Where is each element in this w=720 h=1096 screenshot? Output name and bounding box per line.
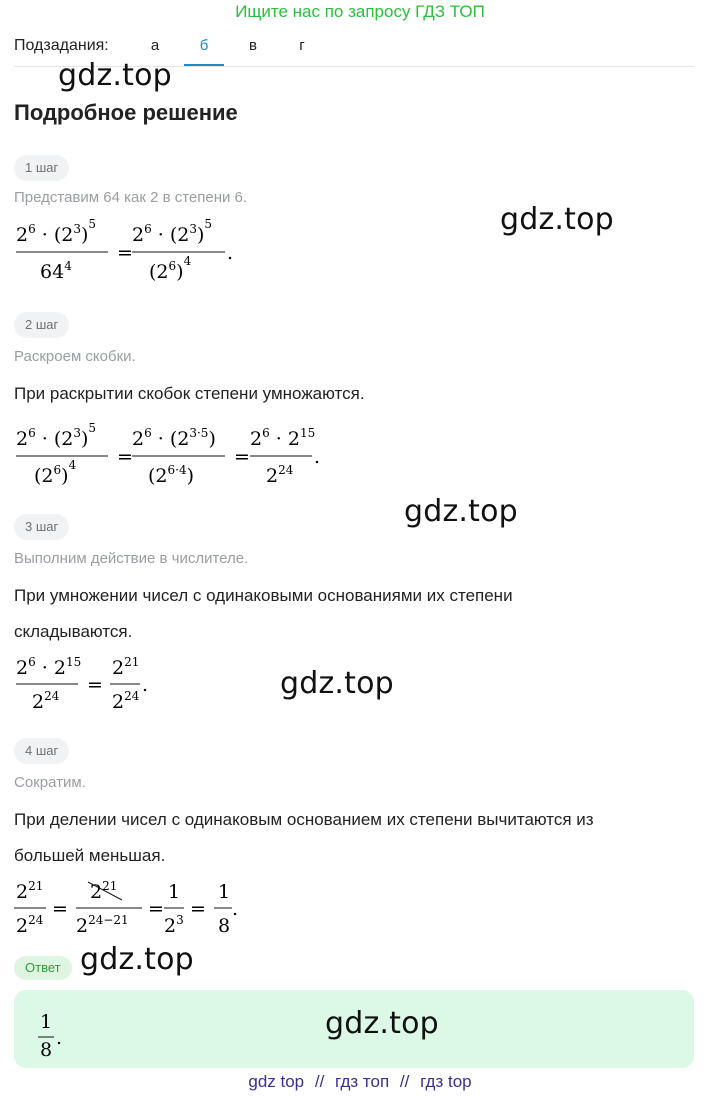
watermark: gdz.top	[80, 942, 194, 977]
footer-separator: //	[314, 1072, 325, 1091]
svg-text:224: $2^{24}$	[112, 689, 140, 713]
step-3-text-line-1: При умножении чисел с одинаковыми основаниями их степени	[14, 586, 513, 605]
step-2-badge: 2 шаг	[14, 312, 69, 338]
svg-text:(26)4: $(2^6)^4$	[34, 458, 77, 487]
watermark: gdz.top	[280, 666, 394, 701]
footer-link-3[interactable]: гдз top	[420, 1072, 472, 1091]
svg-text:8: 8	[40, 1039, 53, 1060]
watermark: gdz.top	[58, 58, 172, 93]
svg-text:26 · (23)5: $2^6 \cdot (2^3)^5$	[16, 217, 97, 246]
step-1-hint: Представим 64 как 2 в степени 6.	[14, 189, 248, 206]
svg-text:(26)4: $(2^6)^4$	[149, 254, 192, 283]
svg-text:224: $2^{24}$	[266, 463, 294, 487]
subtasks-label: Подзадания:	[14, 37, 109, 54]
svg-text:=: =	[117, 242, 133, 264]
footer-link-1[interactable]: gdz top	[248, 1072, 305, 1091]
step-4-badge: 4 шаг	[14, 738, 69, 764]
step-1-badge: 1 шаг	[14, 155, 69, 181]
svg-text:26 · (23·5): $2^6 \cdot (2^{3\cdot 5})$	[132, 426, 216, 450]
svg-text:1: 1	[168, 881, 181, 903]
svg-text:.: .	[56, 1027, 63, 1049]
svg-text:224−21: $2^{24-21}$	[76, 913, 129, 937]
svg-text:=: =	[148, 898, 164, 920]
tab-b[interactable]: б	[199, 37, 209, 54]
svg-text:=: =	[190, 898, 206, 920]
tab-g[interactable]: г	[299, 37, 305, 54]
step-4-hint: Сократим.	[14, 774, 86, 791]
step-3-text-line-2: складываются.	[14, 622, 133, 641]
watermark: gdz.top	[500, 202, 614, 237]
watermark: gdz.top	[404, 494, 518, 529]
step-4-text-line-2: большей меньшая.	[14, 846, 166, 865]
svg-text:26 · (23)5: $2^6 \cdot (2^3)^5$	[132, 217, 213, 246]
answer-formula	[38, 1008, 98, 1060]
step-3-hint: Выполним действие в числителе.	[14, 550, 249, 567]
answer-box	[14, 990, 694, 1068]
svg-text:=: =	[52, 898, 68, 920]
svg-text:224: $2^{24}$	[32, 689, 60, 713]
svg-text:23: $2^3$	[164, 913, 184, 937]
svg-text:26 · 215: $2^6 \cdot 2^{15}$	[16, 655, 82, 679]
svg-text:(26·4): $(2^{6\cdot 4})$	[148, 463, 195, 487]
svg-text:.: .	[314, 446, 321, 468]
footer-separator: //	[399, 1072, 410, 1091]
svg-text:224: $2^{24}$	[16, 913, 44, 937]
step-2-hint: Раскроем скобки.	[14, 348, 136, 365]
step-3-formula	[14, 650, 214, 714]
tab-v[interactable]: в	[249, 37, 257, 54]
active-tab-underline	[184, 64, 224, 66]
svg-text:221: $2^{21}$	[112, 655, 140, 679]
svg-text:26 · (23)5: $2^6 \cdot (2^3)^5$	[16, 421, 97, 450]
svg-text:=: =	[87, 674, 103, 696]
svg-text:8: 8	[218, 915, 231, 937]
step-4-text-line-1: При делении чисел с одинаковым основанием их степени вычитаются из	[14, 810, 594, 829]
footer-link-2[interactable]: гдз топ	[335, 1072, 390, 1091]
step-2-formula	[14, 416, 354, 488]
svg-text:1: 1	[218, 881, 231, 903]
promo-banner[interactable]: Ищите нас по запросу ГДЗ ТОП	[235, 2, 485, 21]
watermark: gdz.top	[325, 1006, 439, 1041]
svg-text:=: =	[234, 446, 250, 468]
svg-text:26 · 215: $2^6 \cdot 2^{15}$	[250, 426, 316, 450]
svg-text:221: $2^{21}$	[16, 879, 44, 903]
svg-text:.: .	[232, 898, 239, 920]
svg-text:=: =	[117, 446, 133, 468]
step-1-formula	[14, 212, 254, 284]
svg-text:1: 1	[40, 1011, 53, 1033]
svg-text:221: $2^{21}$	[90, 879, 118, 903]
tab-a[interactable]: а	[150, 37, 160, 54]
svg-text:.: .	[142, 674, 149, 696]
svg-text:644: $64^4$	[40, 259, 72, 283]
step-4-formula	[14, 874, 274, 938]
page-title: Подробное решение	[14, 100, 238, 125]
step-2-text: При раскрытии скобок степени умножаются.	[14, 384, 365, 403]
footer	[0, 1072, 720, 1092]
answer-badge: Ответ	[14, 956, 72, 980]
step-3-badge: 3 шаг	[14, 514, 69, 540]
svg-text:.: .	[227, 242, 234, 264]
